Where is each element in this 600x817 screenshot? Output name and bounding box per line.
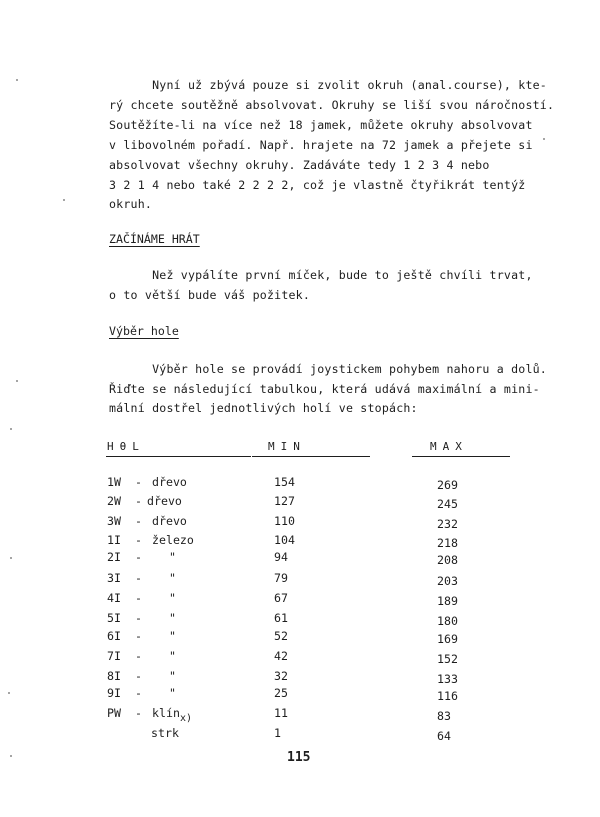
text-line: okruh. [109,197,153,211]
min-distance-cell: 52 [274,629,288,643]
dash-cell: - [135,550,142,564]
dash-cell: - [135,494,142,508]
club-code-cell: 3I [107,571,121,585]
club-type-cell: dřevo [147,494,182,508]
text-line: Než vypálíte první míček, bude to ještě chvíli trvat, [109,268,533,282]
dash-cell: - [135,533,142,547]
club-type-cell: " [169,550,176,564]
dash-cell: - [135,669,142,683]
scan-speck [543,138,545,140]
club-type-cell: " [169,629,176,643]
club-type-cell: strk [151,726,179,740]
table-header-min: MIN [268,440,306,453]
club-code-cell: 7I [107,649,121,663]
scan-speck [16,79,18,81]
club-type-cell: " [169,591,176,605]
max-distance-cell: 116 [437,689,458,703]
dash-cell: - [135,475,142,489]
text-line: o to větší bude váš požitek. [109,288,311,302]
section-heading-start: ZAČÍNÁME HRÁT [109,232,200,246]
min-distance-cell: 127 [274,494,295,508]
club-code-cell: 2I [107,550,121,564]
text-line: rý chcete soutěžně absolvovat. Okruhy se liší svou náročností. [109,98,555,112]
max-distance-cell: 152 [437,652,458,666]
dash-cell: - [135,686,142,700]
max-distance-cell: 245 [437,497,458,511]
club-code-cell: 5I [107,611,121,625]
scan-speck [10,428,12,430]
text-line: Soutěžíte-li na více než 18 jamek, můžete okruhy absolvovat [109,118,533,132]
dash-cell: - [135,706,142,720]
min-distance-cell: 11 [274,706,288,720]
text-line: Výběr hole se provádí joystickem pohybem nahoru a dolů. [109,362,547,376]
club-code-cell: 8I [107,669,121,683]
footnote-mark: x) [180,713,193,724]
scan-speck [8,692,10,694]
min-distance-cell: 67 [274,591,288,605]
min-distance-cell: 79 [274,571,288,585]
section-heading-club: Výběr hole [109,324,179,338]
club-code-cell: PW [107,706,121,720]
max-distance-cell: 232 [437,517,458,531]
club-type-cell: " [169,571,176,585]
club-type-cell: " [169,686,176,700]
text-line: Řiďte se následující tabulkou, která udává maximální a mini- [109,382,540,396]
scan-speck [10,557,12,559]
club-code-cell: 2W [107,494,121,508]
min-distance-cell: 42 [274,649,288,663]
max-distance-cell: 269 [437,478,458,492]
scan-speck [10,755,12,757]
max-distance-cell: 189 [437,594,458,608]
table-header-max: MAX [430,440,468,453]
min-distance-cell: 110 [274,514,295,528]
club-code-cell: 4I [107,591,121,605]
text-line: Nyní už zbývá pouze si zvolit okruh (anal.course), kte- [109,78,547,92]
text-line: 3 2 1 4 nebo také 2 2 2 2, což je vlastně čtyřikrát tentýž [109,178,526,192]
header-rule [252,456,370,457]
club-type-cell: dřevo [152,514,187,528]
club-type-cell: " [169,649,176,663]
min-distance-cell: 61 [274,611,288,625]
dash-cell: - [135,591,142,605]
max-distance-cell: 133 [437,672,458,686]
dash-cell: - [135,514,142,528]
scan-speck [63,199,65,201]
text-line: mální dostřel jednotlivých holí ve stopách: [109,401,418,415]
max-distance-cell: 218 [437,536,458,550]
max-distance-cell: 169 [437,632,458,646]
dash-cell: - [135,629,142,643]
club-type-cell: železo [152,533,194,547]
club-code-cell: 3W [107,514,121,528]
club-type-cell: klín [152,706,180,720]
dash-cell: - [135,649,142,663]
min-distance-cell: 32 [274,669,288,683]
header-rule [106,456,251,457]
text-line: absolvovat všechny okruhy. Zadáváte tedy 1 2 3 4 nebo [109,158,490,172]
club-code-cell: 9I [107,686,121,700]
club-code-cell: 1W [107,475,121,489]
max-distance-cell: 83 [437,709,451,723]
scan-speck [16,380,18,382]
dash-cell: - [135,571,142,585]
table-header-club: HθL [107,440,145,453]
min-distance-cell: 1 [274,726,281,740]
club-code-cell: 6I [107,629,121,643]
club-type-cell: " [169,669,176,683]
dash-cell: - [135,611,142,625]
club-type-cell: " [169,611,176,625]
club-code-cell: 1I [107,533,121,547]
club-type-cell: dřevo [152,475,187,489]
min-distance-cell: 94 [274,550,288,564]
max-distance-cell: 203 [437,574,458,588]
max-distance-cell: 208 [437,553,458,567]
max-distance-cell: 64 [437,729,451,743]
page-number: 115 [287,750,311,765]
min-distance-cell: 104 [274,533,295,547]
header-rule [412,456,510,457]
max-distance-cell: 180 [437,614,458,628]
min-distance-cell: 25 [274,686,288,700]
text-line: v libovolném pořadí. Např. hrajete na 72 jamek a přejete si [109,138,533,152]
min-distance-cell: 154 [274,475,295,489]
